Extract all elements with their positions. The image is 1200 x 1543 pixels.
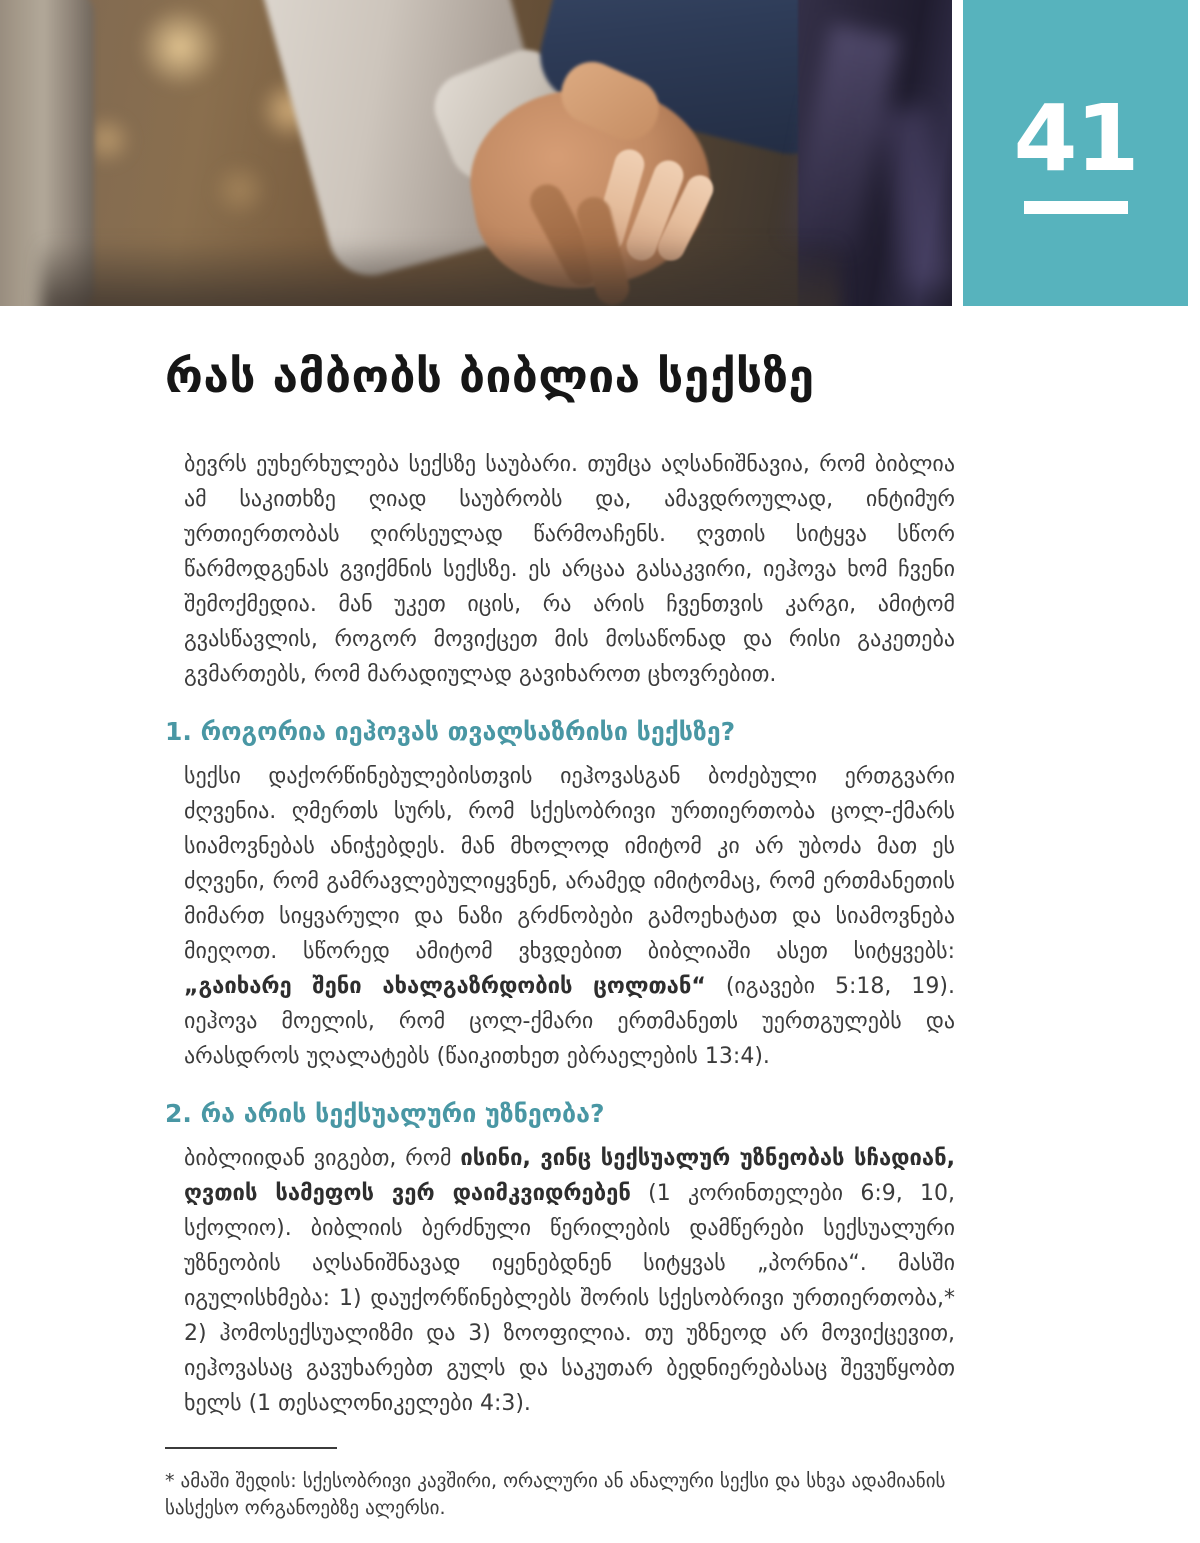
header-gap xyxy=(952,0,963,306)
page-title: რას ამბობს ბიბლია სექსზე xyxy=(165,349,815,403)
footnote-divider xyxy=(165,1447,337,1449)
lesson-number-underline xyxy=(1024,201,1128,214)
section-heading-2: 2. რა არის სექსუალური უზნეობა? xyxy=(165,1099,605,1129)
bold-emphasis: „გაიხარე შენი ახალგაზრდობის ცოლთან“ xyxy=(184,974,706,1000)
text-run: ბიბლიიდან ვიგებთ, რომ xyxy=(184,1146,461,1172)
fabric-sheen xyxy=(786,23,900,253)
ground-shadow xyxy=(40,240,840,306)
section-heading-1: 1. როგორია იეჰოვას თვალსაზრისი სექსზე? xyxy=(165,716,736,746)
section-paragraph-1 xyxy=(184,759,955,1074)
couple-holding-hands-photo xyxy=(0,0,952,306)
text-run: (1 კორინთელები 6:9, 10, სქოლიო). ბიბლიის ბერძნული წერილების დამწერები სექსუალური უზნეობის აღსანიშნავად იყენებდნენ სიტყვას „პორნია“. მასში იგულისხმება: 1) დაუქორწინებლებს შორის სქესობრივი ურთიერთობა,* 2) ჰომოსექსუალიზმი და 3) ზოოფილია. თუ უზნეოდ არ მოვიქცევით, იეჰოვასაც გავუხარებთ გულს და საკუთარ ბედნიერებასაც შევუწყობთ ხელს (1 თესალონიკელები 4:3). xyxy=(184,1181,955,1417)
footnote-text: * ამაში შედის: სქესობრივი კავშირი, ორალური ან ანალური სექსი და სხვა ადამიანის სასქესო ორგანოებზე ალერსი. xyxy=(165,1470,946,1520)
lesson-number-box xyxy=(963,0,1188,306)
bold-emphasis: ისინი, ვინც სექსუალურ უზნეობას სჩადიან, ღვთის სამეფოს ვერ დაიმკვიდრებენ xyxy=(184,1146,955,1207)
text-run: სექსი დაქორწინებულებისთვის იეჰოვასგან ბოძებული ერთგვარი ძღვენია. ღმერთს სურს, რომ სქესობრივი ურთიერთობა ცოლ-ქმარს სიამოვნებას ანიჭებდეს. მან მხოლოდ იმიტომ კი არ უბოძა მათ ეს ძღვენი, რომ გამრავლებულიყვნენ, არამედ იმიტომაც, რომ ერთმანეთის მიმართ სიყვარული და ნაზი გრძნობები გამოეხატათ და სიამოვნება მიეღოთ. სწორედ ამიტომ ვხვდებით ბიბლიაში ასეთ სიტყვებს: xyxy=(184,764,955,965)
article-content xyxy=(0,306,955,1522)
lesson-number: 41 xyxy=(1013,84,1138,192)
fabric-sheen xyxy=(881,106,952,291)
header-banner xyxy=(0,0,1200,306)
text-run: (იგავები 5:18, 19). იეჰოვა მოელის, რომ ცოლ-ქმარი ერთმანეთს უერთგულებს და არასდროს უღალატებს (წაიკითხეთ ებრაელების 13:4). xyxy=(184,974,955,1070)
intro-paragraph: ბევრს ეუხერხულება სექსზე საუბარი. თუმცა აღსანიშნავია, რომ ბიბლია ამ საკითხზე ღიად საუბრობს და, ამავდროულად, ინტიმურ ურთიერთობას ღირსეულად წარმოაჩენს. ღვთის სიტყვა სწორ წარმოდგენას გვიქმნის სექსზე. ეს არცაა გასაკვირი, იეჰოვა ხომ ჩვენი შემოქმედია. მან უკეთ იცის, რა არის ჩვენთვის კარგი, ამიტომ გვასწავლის, როგორ მოვიქცეთ მის მოსაწონად და რისი გაკეთება გვმართებს, რომ მარადიულად გავიხაროთ ცხოვრებით. xyxy=(184,451,955,687)
section-paragraph-2 xyxy=(184,1141,955,1421)
